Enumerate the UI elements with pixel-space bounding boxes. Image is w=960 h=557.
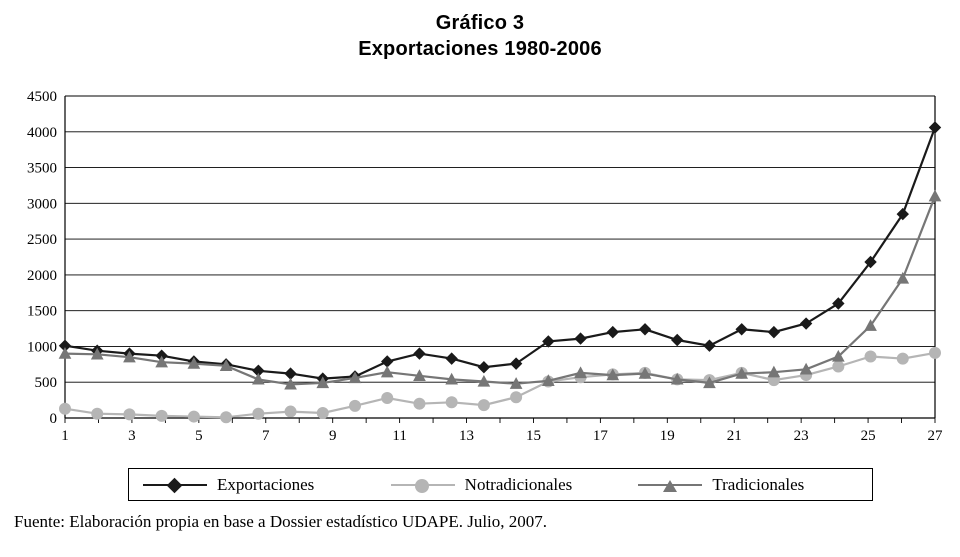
data-point-marker <box>188 411 199 422</box>
x-axis-tick-label: 25 <box>860 428 876 444</box>
x-axis-tick-label: 1 <box>61 428 69 444</box>
y-axis-tick-label: 2500 <box>27 232 57 249</box>
chart-legend <box>128 468 873 501</box>
data-point-marker <box>897 353 908 364</box>
data-point-marker <box>285 406 296 417</box>
data-point-marker <box>124 409 135 420</box>
data-point-marker <box>350 400 361 411</box>
legend-item-exportaciones[interactable] <box>129 475 377 495</box>
y-axis-tick-label: 4500 <box>27 89 57 105</box>
x-axis-tick-label: 23 <box>793 428 809 444</box>
y-axis-tick-label: 1500 <box>27 303 57 320</box>
x-axis-tick-label: 21 <box>726 428 742 444</box>
x-axis-tick-label: 19 <box>659 428 675 444</box>
chart-title-line-2: Exportaciones 1980-2006 <box>358 38 602 60</box>
chart-plot-area <box>0 74 960 494</box>
y-axis-tick-label: 3000 <box>27 196 57 213</box>
data-point-marker <box>253 408 264 419</box>
chart-title-block <box>0 0 960 62</box>
x-axis-tick-label: 13 <box>459 428 475 444</box>
legend-item-tradicionales[interactable] <box>624 475 872 495</box>
data-point-marker <box>865 351 876 362</box>
chart-title-line-1: Gráfico 3 <box>435 12 525 34</box>
x-axis-tick-label: 11 <box>392 428 407 444</box>
y-axis-tick-label: 500 <box>34 375 57 392</box>
y-axis-tick-label: 2000 <box>27 267 57 284</box>
data-point-marker <box>60 403 71 414</box>
y-axis-tick-label: 0 <box>49 411 57 427</box>
data-point-marker <box>317 407 328 418</box>
data-point-marker <box>511 392 522 403</box>
data-point-marker <box>382 392 393 403</box>
x-axis-tick-label: 17 <box>592 428 608 444</box>
legend-label-exportaciones: Exportaciones <box>217 474 315 494</box>
data-point-marker <box>414 398 425 409</box>
x-axis-tick-label: 3 <box>128 428 136 444</box>
legend-item-notradicionales[interactable] <box>377 475 625 495</box>
x-axis-tick-label: 15 <box>525 428 541 444</box>
chart-source-note: Fuente: Elaboración propia en base a Dossier estadístico UDAPE. Julio, 2007. <box>14 512 548 531</box>
data-point-marker <box>478 400 489 411</box>
legend-label-notradicionales: Notradicionales <box>464 474 573 494</box>
legend-marker-triangle-icon <box>638 477 702 493</box>
x-axis-tick-label: 7 <box>262 428 270 444</box>
data-point-marker <box>92 408 103 419</box>
legend-label-tradicionales: Tradicionales <box>712 474 805 494</box>
y-axis-tick-label: 4000 <box>27 124 57 141</box>
x-axis-tick-label: 5 <box>195 428 203 444</box>
x-axis-tick-label: 9 <box>328 428 337 444</box>
legend-marker-diamond-icon <box>143 477 207 493</box>
data-point-marker <box>446 397 457 408</box>
y-axis-tick-label: 1000 <box>27 339 57 356</box>
y-axis-tick-label: 3500 <box>27 160 57 177</box>
data-point-marker <box>930 347 941 358</box>
data-point-marker <box>833 361 844 372</box>
legend-marker-circle-icon <box>391 477 455 493</box>
data-point-marker <box>221 412 232 423</box>
line-chart-svg <box>0 74 960 494</box>
data-point-marker <box>156 410 167 421</box>
x-axis-tick-label: 27 <box>927 428 943 444</box>
